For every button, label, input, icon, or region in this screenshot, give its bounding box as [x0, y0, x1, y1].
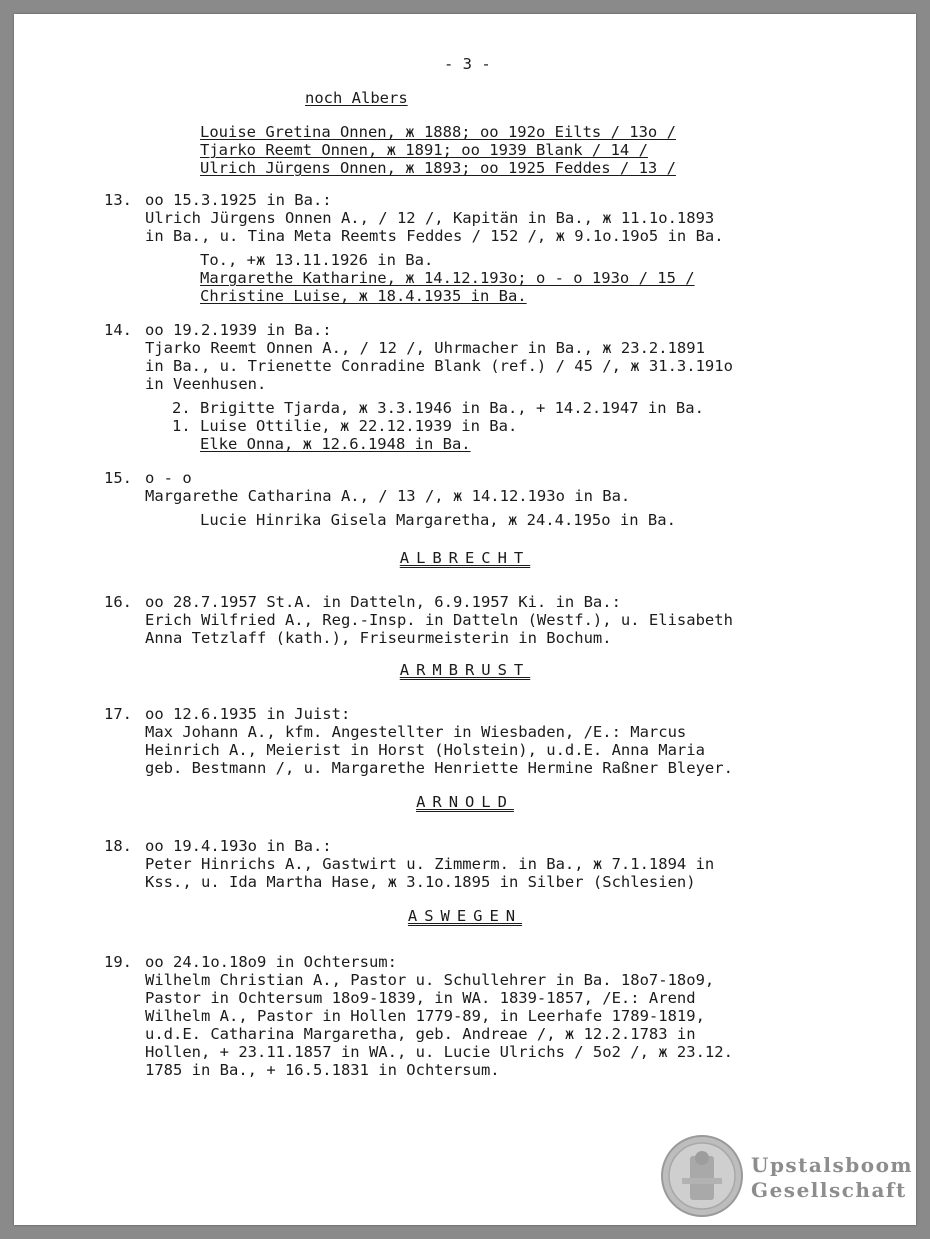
entry-line: Wilhelm A., Pastor in Hollen 1779-89, in Leerhafe 1789-1819,	[145, 1007, 705, 1025]
entry-number: 13.	[104, 191, 132, 209]
list-item: Louise Gretina Onnen, ж 1888; oo 192o Eilts / 13o /	[200, 123, 676, 141]
seal-icon	[660, 1134, 744, 1218]
entry-line: Ulrich Jürgens Onnen A., / 12 /, Kapitän in Ba., ж 11.1o.1893	[145, 209, 715, 227]
section-heading: ALBRECHT	[399, 549, 531, 567]
entry-line: Pastor in Ochtersum 18o9-1839, in WA. 1839-1857, /E.: Arend	[145, 989, 696, 1007]
entry-number: 16.	[104, 593, 132, 611]
entry-line: in Ba., u. Trienette Conradine Blank (ref.) / 45 /, ж 31.3.191o	[145, 357, 733, 375]
entry-line: u.d.E. Catharina Margaretha, geb. Andreae /, ж 12.2.1783 in	[145, 1025, 696, 1043]
list-item: Ulrich Jürgens Onnen, ж 1893; oo 1925 Feddes / 13 /	[200, 159, 676, 177]
entry-line: oo 19.2.1939 in Ba.:	[145, 321, 332, 339]
child-line: 1. Luise Ottilie, ж 22.12.1939 in Ba.	[172, 417, 518, 435]
child-line: Lucie Hinrika Gisela Margaretha, ж 24.4.195o in Ba.	[200, 511, 676, 529]
child-line: To., +ж 13.11.1926 in Ba.	[200, 251, 434, 269]
entry-number: 15.	[104, 469, 132, 487]
entry-line: oo 19.4.193o in Ba.:	[145, 837, 332, 855]
entry-line: oo 28.7.1957 St.A. in Datteln, 6.9.1957 Ki. in Ba.:	[145, 593, 621, 611]
section-heading: ARMBRUST	[399, 661, 531, 679]
entry-line: in Veenhusen.	[145, 375, 267, 393]
entry-line: o - o	[145, 469, 192, 487]
entry-line: Kss., u. Ida Martha Hase, ж 3.1o.1895 in Silber (Schlesien)	[145, 873, 696, 891]
entry-line: Wilhelm Christian A., Pastor u. Schullehrer in Ba. 18o7-18o9,	[145, 971, 715, 989]
entry-line: Margarethe Catharina A., / 13 /, ж 14.12.193o in Ba.	[145, 487, 631, 505]
entry-line: oo 24.1o.18o9 in Ochtersum:	[145, 953, 397, 971]
entry-line: oo 12.6.1935 in Juist:	[145, 705, 351, 723]
entry-line: Hollen, + 23.11.1857 in WA., u. Lucie Ulrichs / 5o2 /, ж 23.12.	[145, 1043, 733, 1061]
entry-number: 19.	[104, 953, 132, 971]
entry-line: in Ba., u. Tina Meta Reemts Feddes / 152 /, ж 9.1o.19o5 in Ba.	[145, 227, 724, 245]
watermark-line: Gesellschaft	[751, 1178, 907, 1202]
document-page	[14, 14, 916, 1225]
entry-number: 18.	[104, 837, 132, 855]
surname-header: noch Albers	[305, 89, 408, 107]
watermark-line: Upstalsboom	[751, 1153, 914, 1177]
entry-line: Tjarko Reemt Onnen A., / 12 /, Uhrmacher in Ba., ж 23.2.1891	[145, 339, 705, 357]
section-heading: ASWEGEN	[407, 907, 523, 925]
child-line: Margarethe Katharine, ж 14.12.193o; o - o 193o / 15 /	[200, 269, 695, 287]
child-line: 2. Brigitte Tjarda, ж 3.3.1946 in Ba., + 14.2.1947 in Ba.	[172, 399, 704, 417]
child-line: Christine Luise, ж 18.4.1935 in Ba.	[200, 287, 527, 305]
entry-line: Max Johann A., kfm. Angestellter in Wiesbaden, /E.: Marcus	[145, 723, 687, 741]
list-item: Tjarko Reemt Onnen, ж 1891; oo 1939 Blank / 14 /	[200, 141, 648, 159]
entry-number: 17.	[104, 705, 132, 723]
entry-line: Peter Hinrichs A., Gastwirt u. Zimmerm. in Ba., ж 7.1.1894 in	[145, 855, 715, 873]
section-heading: ARNOLD	[416, 793, 514, 811]
entry-line: Erich Wilfried A., Reg.-Insp. in Datteln (Westf.), u. Elisabeth	[145, 611, 733, 629]
entry-line: 1785 in Ba., + 16.5.1831 in Ochtersum.	[145, 1061, 500, 1079]
entry-line: Heinrich A., Meierist in Horst (Holstein), u.d.E. Anna Maria	[145, 741, 705, 759]
entry-line: oo 15.3.1925 in Ba.:	[145, 191, 332, 209]
entry-number: 14.	[104, 321, 132, 339]
entry-line: geb. Bestmann /, u. Margarethe Henriette Hermine Raßner Bleyer.	[145, 759, 733, 777]
child-line: Elke Onna, ж 12.6.1948 in Ba.	[200, 435, 471, 453]
page-number: - 3 -	[444, 55, 491, 73]
entry-line: Anna Tetzlaff (kath.), Friseurmeisterin in Bochum.	[145, 629, 612, 647]
